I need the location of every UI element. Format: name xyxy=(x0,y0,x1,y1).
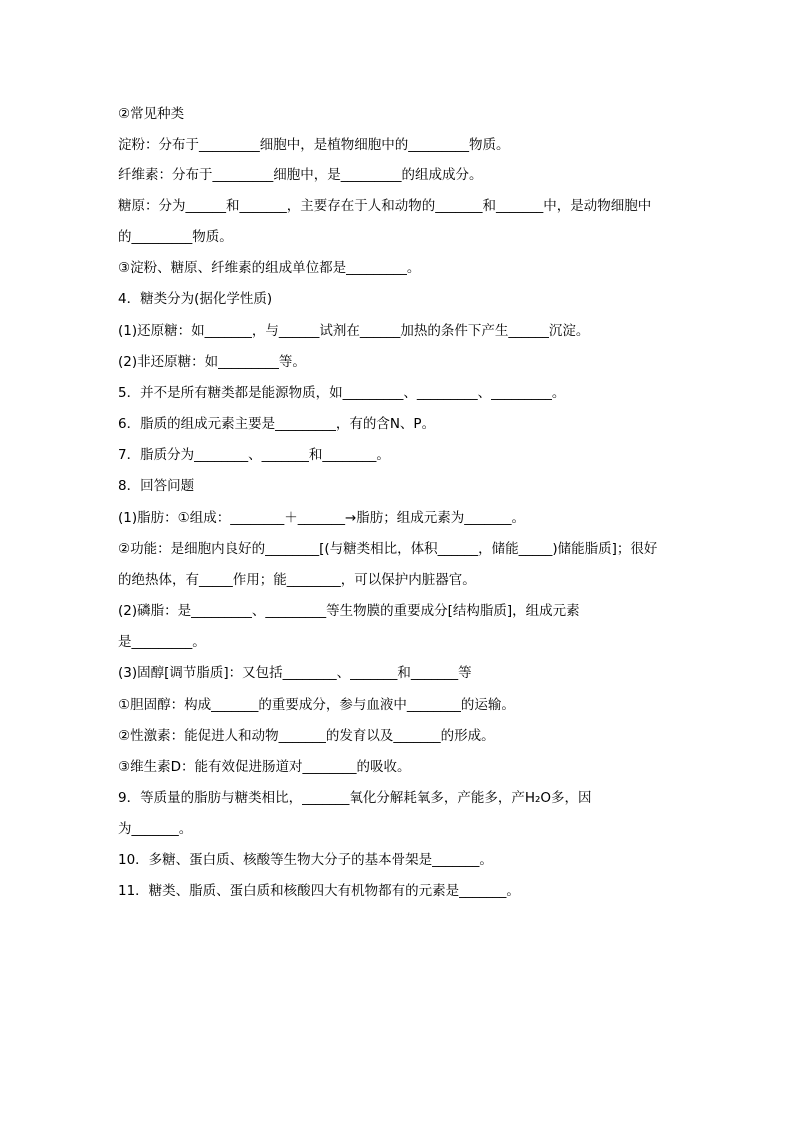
text-line-20: ①胆固醇：构成_______的重要成分，参与血液中________的运输。 xyxy=(118,697,515,713)
text-line-22: ③维生素D：能有效促进肠道对________的吸收。 xyxy=(118,759,411,775)
text-line-16: 的绝热体，有_____作用；能________，可以保护内脏器官。 xyxy=(118,572,476,588)
text-line-23: 9．等质量的脂肪与糖类相比，_______氧化分解耗氧多，产能多，产H₂O多，因 xyxy=(118,790,592,806)
text-line-21: ②性激素：能促进人和动物_______的发育以及_______的形成。 xyxy=(118,728,495,744)
text-line-18: 是_________。 xyxy=(118,634,206,650)
text-line-2: 淀粉：分布于_________细胞中，是植物细胞中的_________物质。 xyxy=(118,137,510,153)
text-line-1: ②常见种类 xyxy=(118,106,185,122)
text-line-15: ②功能：是细胞内良好的________[(与糖类相比，体积______，储能_____)储能脂质]；很好 xyxy=(118,541,658,557)
text-line-26: 11．糖类、脂质、蛋白质和核酸四大有机物都有的元素是_______。 xyxy=(118,883,520,899)
text-line-14: (1)脂肪：①组成：________＋_______→脂肪；组成元素为_______。 xyxy=(118,510,526,526)
text-line-9: (2)非还原糖：如_________等。 xyxy=(118,354,306,370)
text-line-11: 6．脂质的组成元素主要是_________，有的含N、P。 xyxy=(118,416,436,432)
text-line-19: (3)固醇[调节脂质]：又包括________、_______和_______等 xyxy=(118,665,472,681)
text-line-25: 10．多糖、蛋白质、核酸等生物大分子的基本骨架是_______。 xyxy=(118,852,493,868)
text-line-7: 4．糖类分为(据化学性质) xyxy=(118,291,273,307)
text-line-6: ③淀粉、糖原、纤维素的组成单位都是_________。 xyxy=(118,260,421,276)
text-line-8: (1)还原糖：如_______，与______试剂在______加热的条件下产生______沉淀。 xyxy=(118,323,590,339)
text-line-13: 8．回答问题 xyxy=(118,478,195,494)
text-line-17: (2)磷脂：是_________、_________等生物膜的重要成分[结构脂质]，组成元素 xyxy=(118,603,580,619)
text-line-5: 的_________物质。 xyxy=(118,229,233,245)
text-line-4: 糖原：分为______和_______，主要存在于人和动物的_______和_______中，是动物细胞中 xyxy=(118,198,652,214)
text-line-3: 纤维素：分布于_________细胞中，是_________的组成成分。 xyxy=(118,167,483,183)
text-line-24: 为_______。 xyxy=(118,821,193,837)
text-line-10: 5．并不是所有糖类都是能源物质，如_________、_________、_________。 xyxy=(118,385,566,401)
text-line-12: 7．脂质分为________、_______和________。 xyxy=(118,447,390,463)
